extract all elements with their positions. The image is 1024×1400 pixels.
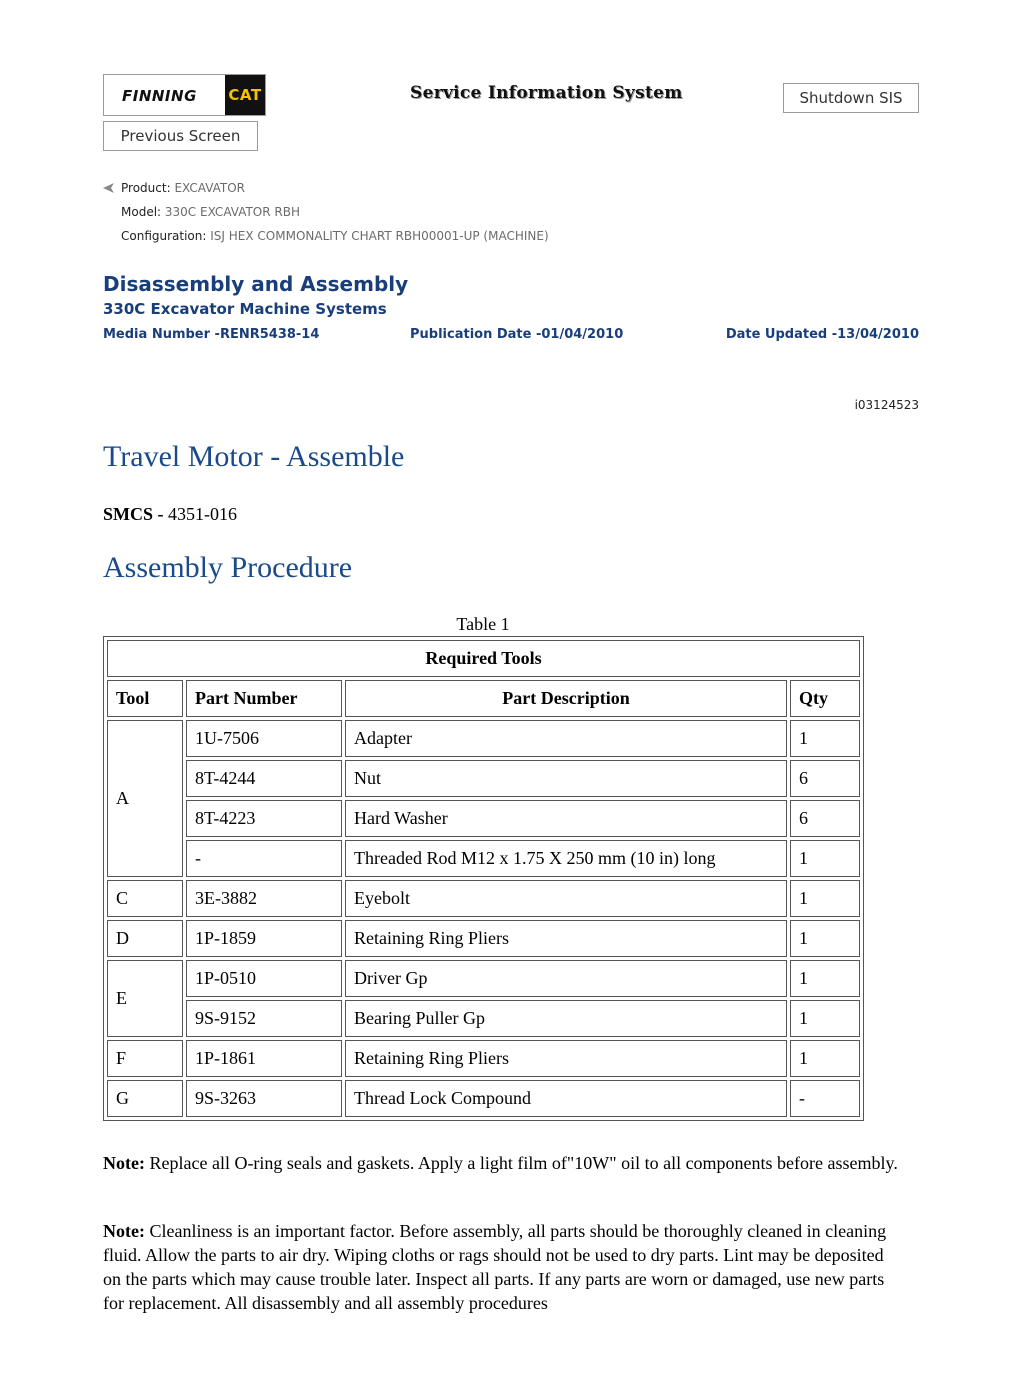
part-number-cell: 8T-4244 [186,760,342,797]
qty-cell: 1 [790,960,860,997]
qty-cell: 6 [790,800,860,837]
note-text: Cleanliness is an important factor. Before assembly, all parts should be thoroughly cleaned in cleaning fluid. Allow the parts to air dry. Wiping cloths or rags should not be used to dry parts. Lint may be deposited on the parts which may cause trouble later. Inspect all parts. If any parts are worn or damaged, use new parts for replacement. All disassembly and all assembly procedures [103,1221,887,1313]
part-number-cell: 1P-1861 [186,1040,342,1077]
part-number-cell: - [186,840,342,877]
header-part-number: Part Number [186,680,342,717]
part-description-cell: Eyebolt [345,880,787,917]
document-subtitle: 330C Excavator Machine Systems [103,300,387,318]
part-description-cell: Driver Gp [345,960,787,997]
table-title: Required Tools [107,640,860,677]
part-description-cell: Bearing Puller Gp [345,1000,787,1037]
part-description-cell: Retaining Ring Pliers [345,920,787,957]
smcs-code [103,504,237,525]
qty-cell: 1 [790,920,860,957]
smcs-label: SMCS - [103,504,164,524]
model-label: Model: [121,205,162,219]
tool-cell: C [107,880,183,917]
document-identifier: i03124523 [854,398,919,412]
tool-cell: E [107,960,183,1037]
qty-cell: 1 [790,1000,860,1037]
part-number-cell: 9S-3263 [186,1080,342,1117]
qty-cell: 1 [790,880,860,917]
product-label: Product: [121,181,171,195]
smcs-value: 4351-016 [168,504,238,524]
publication-date: Publication Date -01/04/2010 [410,327,624,342]
table-header-row [107,680,860,717]
table-row [107,1080,860,1117]
part-number-cell: 1U-7506 [186,720,342,757]
tool-cell: A [107,720,183,877]
cat-logo-text: CAT [225,75,265,115]
section-heading: Assembly Procedure [103,551,353,584]
qty-cell: - [790,1080,860,1117]
date-updated: Date Updated -13/04/2010 [725,327,919,342]
page-title: Travel Motor - Assemble [103,440,405,473]
part-description-cell: Threaded Rod M12 x 1.75 X 250 mm (10 in) long [345,840,787,877]
table-row [107,760,860,797]
qty-cell: 1 [790,1040,860,1077]
header-part-description: Part Description [345,680,787,717]
header-qty: Qty [790,680,860,717]
document-category: Disassembly and Assembly [103,272,409,296]
header-tool: Tool [107,680,183,717]
configuration-line [121,229,549,243]
table-row [107,1000,860,1037]
media-number: Media Number -RENR5438-14 [103,327,320,342]
note-paragraph [103,1151,903,1175]
previous-screen-button[interactable]: Previous Screen [103,121,258,151]
tool-cell: F [107,1040,183,1077]
product-value: EXCAVATOR [174,181,246,195]
part-description-cell: Thread Lock Compound [345,1080,787,1117]
qty-cell: 6 [790,760,860,797]
part-number-cell: 3E-3882 [186,880,342,917]
note-label: Note: [103,1221,145,1241]
finning-cat-logo [103,74,266,116]
table-row [107,720,860,757]
table-row [107,800,860,837]
model-value: 330C EXCAVATOR RBH [164,205,300,219]
table-caption: Table 1 [456,614,510,634]
part-number-cell: 1P-0510 [186,960,342,997]
tool-cell: D [107,920,183,957]
table-row [107,920,860,957]
qty-cell: 1 [790,840,860,877]
part-number-cell: 8T-4223 [186,800,342,837]
table-row [107,840,860,877]
model-line [121,205,300,219]
table-row [107,960,860,997]
note-label: Note: [103,1153,145,1173]
part-number-cell: 9S-9152 [186,1000,342,1037]
part-description-cell: Hard Washer [345,800,787,837]
qty-cell: 1 [790,720,860,757]
system-title: Service Information System [410,83,683,103]
table-row [107,880,860,917]
shutdown-sis-button[interactable]: Shutdown SIS [783,83,919,113]
part-number-cell: 1P-1859 [186,920,342,957]
table-row [107,1040,860,1077]
tool-cell: G [107,1080,183,1117]
part-description-cell: Retaining Ring Pliers [345,1040,787,1077]
product-line [121,181,245,195]
configuration-value: ISJ HEX COMMONALITY CHART RBH00001-UP (MACHINE) [210,229,549,243]
part-description-cell: Adapter [345,720,787,757]
note-paragraph [103,1219,903,1315]
configuration-label: Configuration: [121,229,207,243]
note-text: Replace all O-ring seals and gaskets. Apply a light film of"10W" oil to all components before assembly. [149,1153,898,1173]
product-arrow-icon [103,183,115,193]
part-description-cell: Nut [345,760,787,797]
required-tools-table [103,636,864,1121]
finning-logo-text: FINNING [122,87,197,105]
